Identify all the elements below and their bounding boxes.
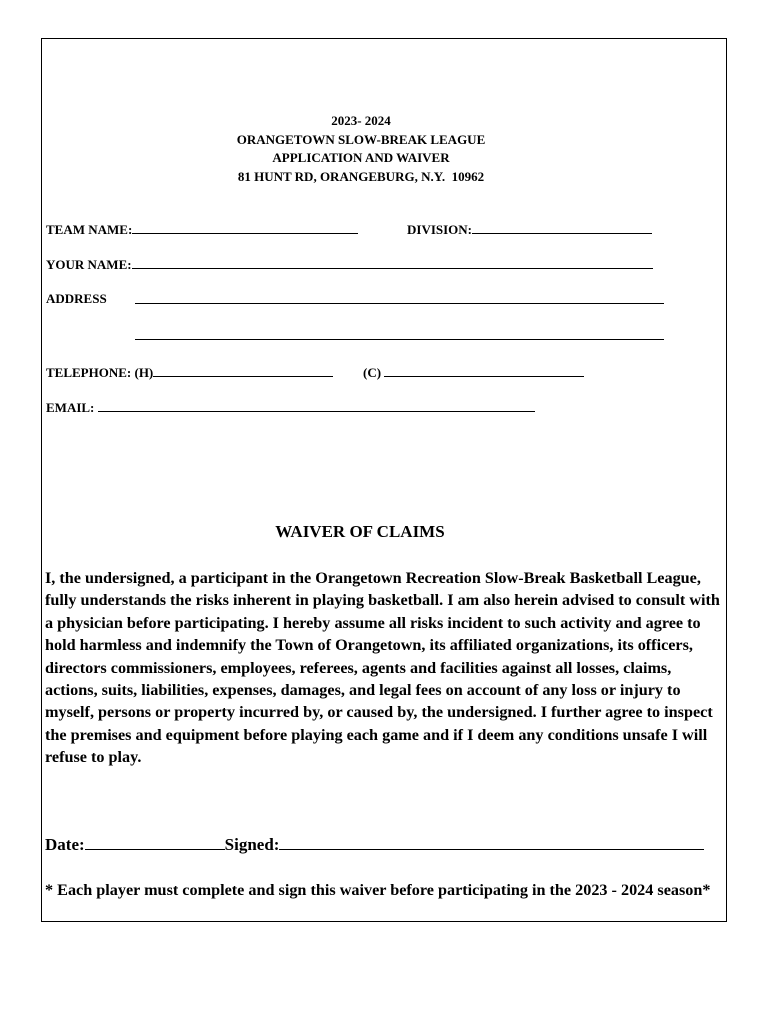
league-address: 81 HUNT RD, ORANGEBURG, N.Y. 10962 [237,168,485,184]
division-label: DIVISION: [407,222,473,237]
division-row [407,221,652,238]
footer-note: * Each player must complete and sign this waiver before participating in the 2023 - 2024 season* [45,881,711,899]
your-name-label: YOUR NAME: [46,257,132,272]
telephone-cell-field[interactable] [384,364,584,377]
signature-row [45,835,704,855]
telephone-cell-label: (C) [363,365,382,380]
email-label: EMAIL: [46,400,95,415]
email-field[interactable] [98,399,535,412]
telephone-home-field[interactable] [153,364,333,377]
league-heading: ORANGETOWN SLOW-BREAK LEAGUE [236,131,486,147]
telephone-cell-row [363,364,584,381]
form-header [41,112,681,186]
address-line-1-wrap [135,291,664,308]
form-title: APPLICATION AND WAIVER [272,150,450,165]
telephone-home-label: TELEPHONE: (H) [46,365,154,380]
telephone-home-row [46,364,333,381]
your-name-field[interactable] [132,256,653,269]
team-name-field[interactable] [132,221,358,234]
date-label: Date: [45,835,85,854]
season-heading: 2023- 2024 [331,113,391,128]
team-name-row [46,221,358,238]
waiver-title: WAIVER OF CLAIMS [275,522,445,541]
signature-field[interactable] [279,835,704,850]
email-row [46,399,535,416]
division-field[interactable] [472,221,652,234]
waiver-body: I, the undersigned, a participant in the Orangetown Recreation Slow-Break Basketball League, fully understands the risks inherent in playing basketball. I am also herein advised to consult with a physician before participating. I hereby assume all risks incident to such activity and agree to hold harmless and indemnify the Town of Orangetown, its affiliated organizations, its officers, directors commissioners, employees, referees, agents and facilities against all losses, claims, actions, suits, liabilities, expenses, damages, and legal fees on account of any loss or injury to myself, persons or property incurred by, or caused by, the undersigned. I further agree to inspect the premises and equipment before playing each game and if I deem any conditions unsafe I will refuse to play. [45,569,720,767]
date-field[interactable] [85,835,225,850]
team-name-label: TEAM NAME: [46,222,133,237]
address-field-line-1[interactable] [135,291,664,304]
your-name-row [46,256,653,273]
address-line-2-wrap [135,327,664,344]
address-field-line-2[interactable] [135,327,664,340]
signed-label: Signed: [224,835,280,854]
address-label: ADDRESS [46,291,107,306]
address-row [46,291,107,307]
